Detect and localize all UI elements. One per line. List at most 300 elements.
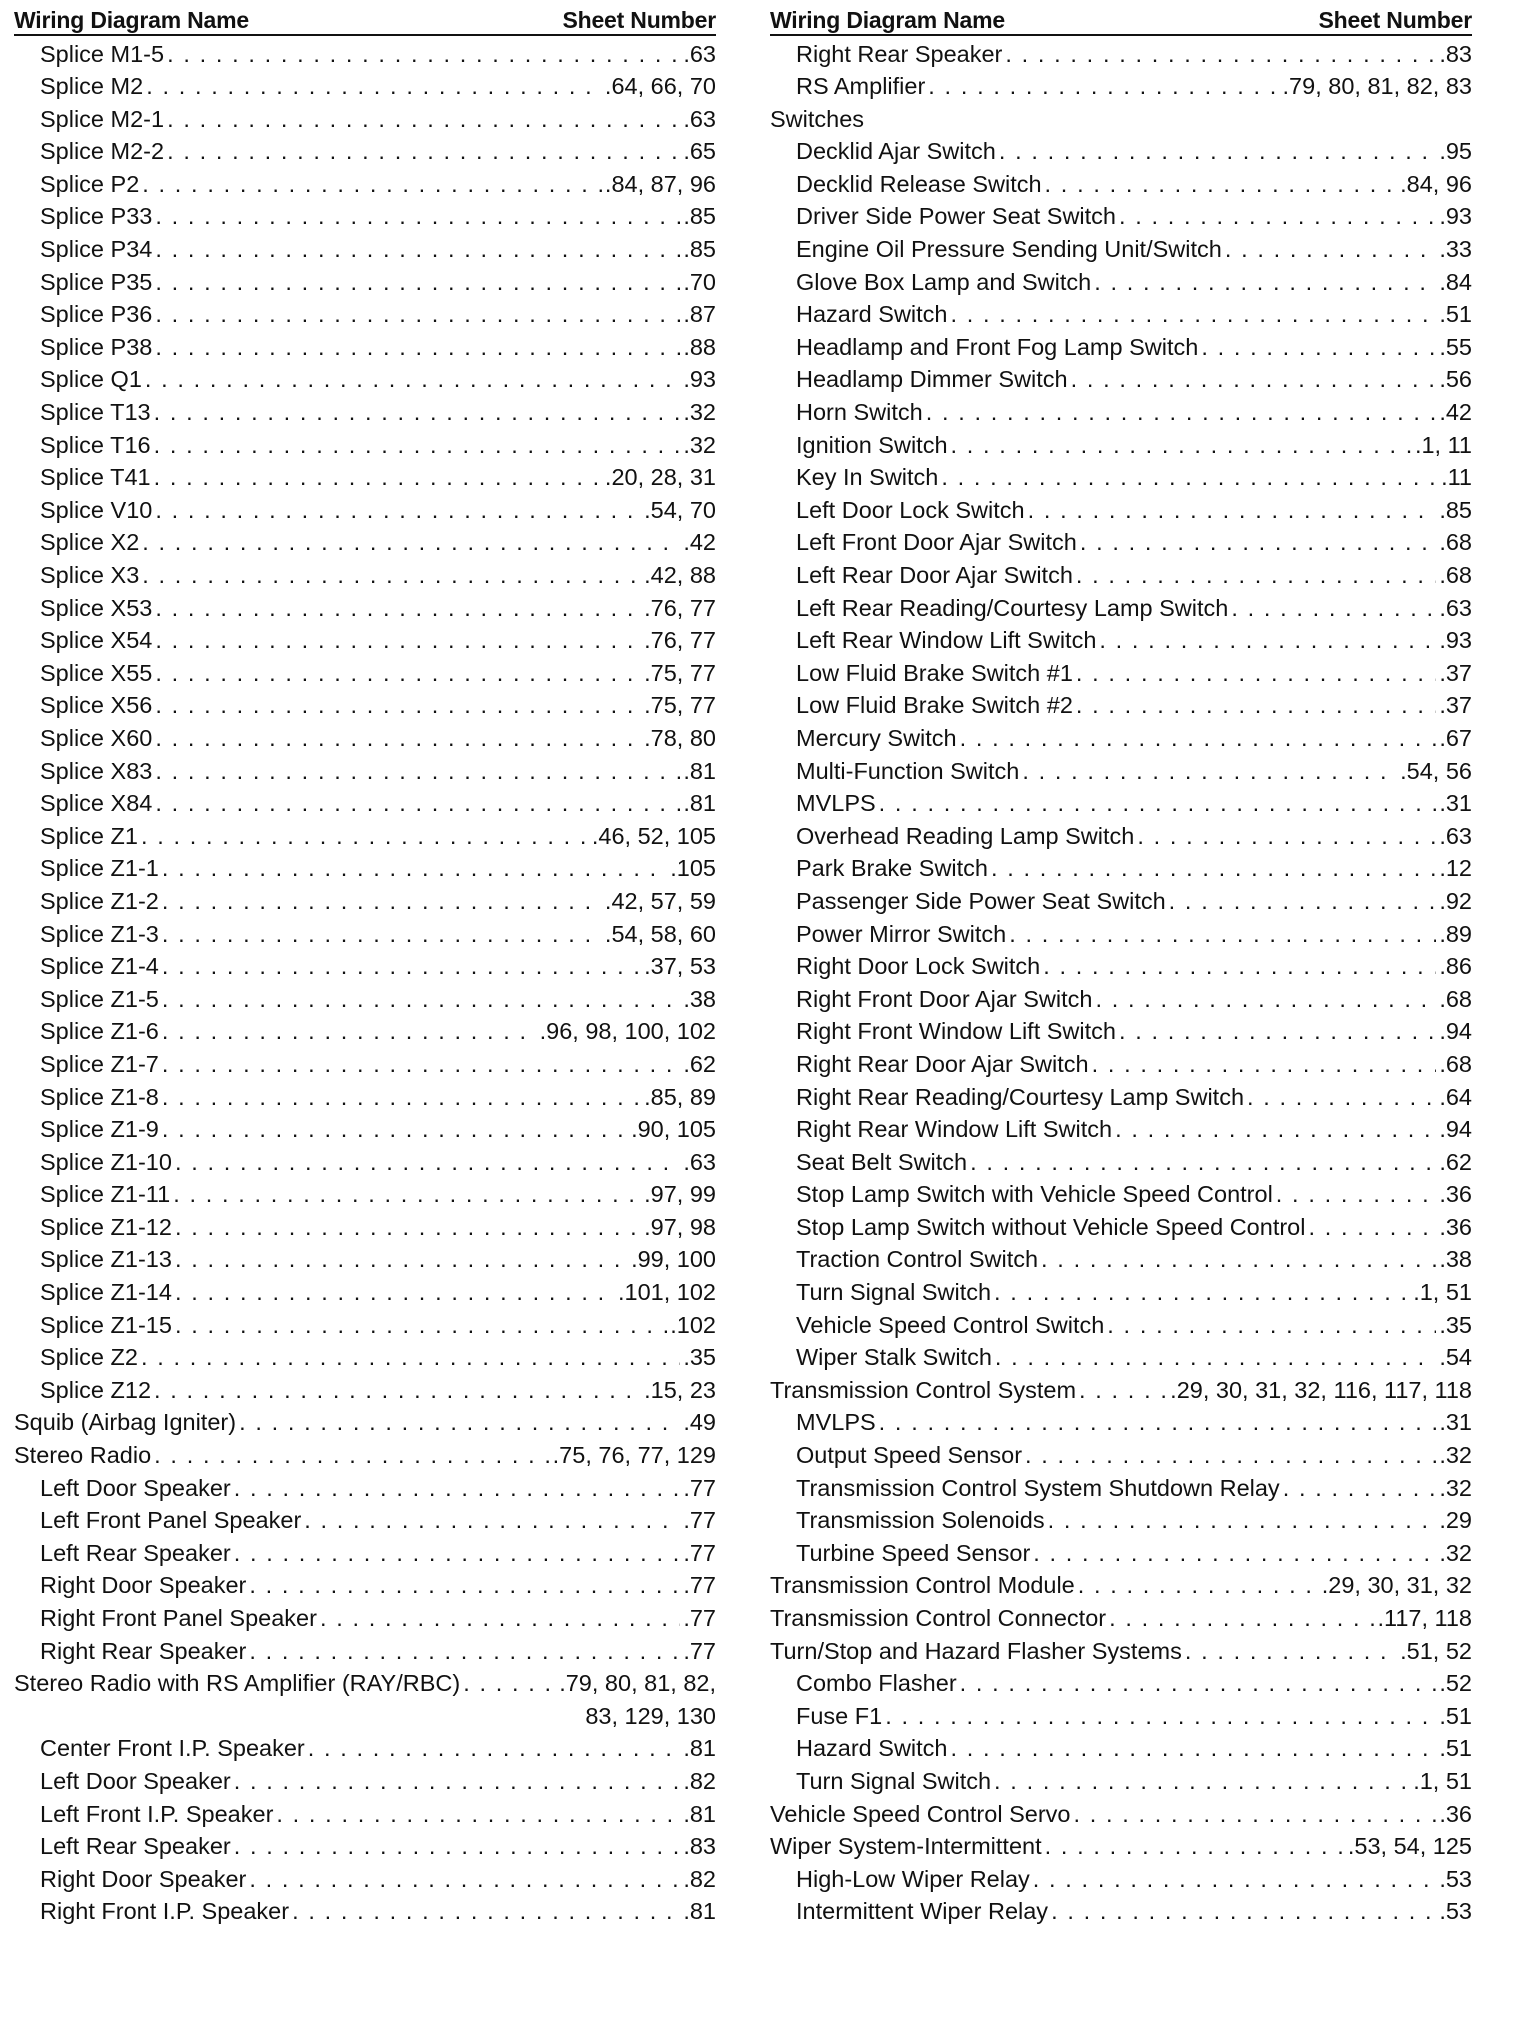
dot-leader — [994, 1765, 1410, 1798]
entry-name: Vehicle Speed Control Servo — [770, 1800, 1071, 1827]
dot-leader — [1073, 1798, 1436, 1831]
entry-name: Splice Z1-10 — [40, 1148, 172, 1175]
index-entry — [14, 233, 716, 266]
sheet-numbers: .29 — [1439, 1507, 1472, 1534]
index-entry — [770, 1798, 1472, 1831]
dot-leader — [162, 950, 641, 983]
dot-leader — [234, 1765, 681, 1798]
dot-leader — [1078, 1569, 1319, 1602]
index-entry — [14, 1439, 716, 1472]
entry-name: Right Rear Door Ajar Switch — [796, 1050, 1089, 1077]
sheet-numbers: .51 — [1439, 301, 1472, 328]
entry-name: Splice X53 — [40, 594, 153, 621]
sheet-numbers: .12 — [1439, 855, 1472, 882]
dot-leader — [154, 396, 681, 429]
sheet-numbers: .32 — [683, 431, 716, 458]
index-entry — [770, 852, 1472, 885]
sheet-numbers: .83 — [1439, 40, 1472, 67]
entry-name: Glove Box Lamp and Switch — [796, 268, 1092, 295]
sheet-numbers: .32 — [1439, 1474, 1472, 1501]
sheet-numbers: 83, 129, 130 — [585, 1702, 716, 1729]
entry-name: Splice X54 — [40, 627, 153, 654]
dot-leader — [308, 1732, 681, 1765]
dot-leader — [154, 1374, 641, 1407]
entry-name: Overhead Reading Lamp Switch — [796, 822, 1135, 849]
dot-leader — [162, 1015, 537, 1048]
dot-leader — [304, 1504, 680, 1537]
index-entry — [770, 1537, 1472, 1570]
index-entry — [14, 689, 716, 722]
sheet-numbers: .76, 77 — [644, 594, 716, 621]
dot-leader — [1115, 1113, 1436, 1146]
sheet-numbers: .36 — [1439, 1213, 1472, 1240]
entry-name: Right Door Speaker — [40, 1572, 247, 1599]
dot-leader — [249, 1863, 680, 1896]
entry-name: Splice Z1-15 — [40, 1311, 172, 1338]
sheet-numbers: .52 — [1439, 1670, 1472, 1697]
dot-leader — [1071, 363, 1437, 396]
index-entry — [770, 429, 1472, 462]
index-entry — [770, 1243, 1472, 1276]
sheet-numbers: .62 — [1439, 1148, 1472, 1175]
index-entry — [770, 1276, 1472, 1309]
sheet-numbers: .42 — [683, 529, 716, 556]
sheet-numbers: .54 — [1439, 1344, 1472, 1371]
dot-leader — [1109, 1602, 1374, 1635]
sheet-numbers: .37, 53 — [644, 953, 716, 980]
entry-name: Decklid Release Switch — [796, 170, 1042, 197]
entry-name: Intermittent Wiper Relay — [796, 1898, 1049, 1925]
entry-name: Splice Z1-8 — [40, 1083, 159, 1110]
index-entry — [770, 1602, 1472, 1635]
index-entry — [770, 689, 1472, 722]
dot-leader — [1247, 1081, 1436, 1114]
dot-leader — [175, 1243, 628, 1276]
dot-leader — [463, 1667, 556, 1700]
entry-name: Multi-Function Switch — [796, 757, 1020, 784]
entry-name: Horn Switch — [796, 399, 923, 426]
dot-leader — [1005, 38, 1436, 71]
dot-leader — [1009, 918, 1436, 951]
index-entry — [770, 200, 1472, 233]
dot-leader — [960, 722, 1437, 755]
sheet-numbers: .35 — [1439, 1311, 1472, 1338]
index-entry — [770, 168, 1472, 201]
dot-leader — [141, 820, 589, 853]
index-entry — [14, 1732, 716, 1765]
entry-name: Park Brake Switch — [796, 855, 988, 882]
dot-leader — [926, 396, 1437, 429]
entry-name: Left Front Panel Speaker — [40, 1507, 302, 1534]
entry-name: Decklid Ajar Switch — [796, 138, 996, 165]
entry-name: Splice Z1-6 — [40, 1018, 159, 1045]
sheet-numbers: .79, 80, 81, 82, 83 — [1282, 73, 1472, 100]
index-entry — [14, 918, 716, 951]
dot-leader — [249, 1569, 680, 1602]
dot-leader — [141, 1341, 680, 1374]
sheet-numbers: .49 — [683, 1409, 716, 1436]
dot-leader — [1048, 1504, 1437, 1537]
sheet-numbers: .85 — [683, 236, 716, 263]
sheet-numbers: .93 — [1439, 627, 1472, 654]
entry-name: Hazard Switch — [796, 1735, 948, 1762]
index-entry — [14, 70, 716, 103]
index-entry — [14, 168, 716, 201]
entry-name: Low Fluid Brake Switch #2 — [796, 692, 1073, 719]
entry-name: Splice X56 — [40, 692, 153, 719]
sheet-numbers: .77 — [683, 1539, 716, 1566]
entry-name: Splice Z2 — [40, 1344, 138, 1371]
sheet-numbers: .84, 96 — [1400, 170, 1472, 197]
dot-leader — [155, 722, 641, 755]
entry-name: Wiper Stalk Switch — [796, 1344, 992, 1371]
sheet-numbers: .82 — [683, 1767, 716, 1794]
sheet-numbers: .79, 80, 81, 82, — [559, 1670, 716, 1697]
entry-name: Stereo Radio — [14, 1442, 152, 1469]
index-entry — [14, 787, 716, 820]
sheet-numbers: .31 — [1439, 1409, 1472, 1436]
entry-name: Splice X83 — [40, 757, 153, 784]
dot-leader — [995, 1341, 1436, 1374]
index-entry — [14, 1635, 716, 1668]
index-entry — [14, 461, 716, 494]
index-entry-list — [14, 38, 716, 1928]
sheet-numbers: .1, 51 — [1413, 1279, 1472, 1306]
sheet-numbers: .90, 105 — [631, 1116, 716, 1143]
sheet-numbers: .15, 23 — [644, 1376, 716, 1403]
entry-name: Low Fluid Brake Switch #1 — [796, 659, 1073, 686]
sheet-numbers: .54, 70 — [644, 496, 716, 523]
dot-leader — [1231, 592, 1436, 625]
dot-leader — [276, 1798, 680, 1831]
entry-name: Left Rear Reading/Courtesy Lamp Switch — [796, 594, 1229, 621]
entry-name: Transmission Solenoids — [796, 1507, 1045, 1534]
header-sheet-label: Sheet Number — [1318, 7, 1472, 33]
entry-name: Splice M2-2 — [40, 138, 165, 165]
dot-leader — [167, 38, 680, 71]
entry-name: Splice Z1-2 — [40, 887, 159, 914]
dot-leader — [1025, 1439, 1436, 1472]
entry-name: Right Front Window Lift Switch — [796, 1018, 1116, 1045]
dot-leader — [239, 1406, 680, 1439]
index-entry — [14, 755, 716, 788]
entry-name: Passenger Side Power Seat Switch — [796, 887, 1166, 914]
column-header — [14, 0, 716, 36]
index-entry — [770, 1635, 1472, 1668]
index-entry — [14, 1015, 716, 1048]
index-entry — [14, 1146, 716, 1179]
index-entry — [14, 722, 716, 755]
entry-name: Turn Signal Switch — [796, 1767, 992, 1794]
entry-name: Splice T13 — [40, 399, 151, 426]
index-entry — [14, 526, 716, 559]
index-entry — [770, 1700, 1472, 1733]
entry-name: Splice Z1-7 — [40, 1050, 159, 1077]
index-entry — [14, 363, 716, 396]
dot-leader — [1095, 983, 1436, 1016]
sheet-numbers: .63 — [1439, 822, 1472, 849]
dot-leader — [1276, 1178, 1437, 1211]
index-entry — [770, 1667, 1472, 1700]
entry-name: Right Front Door Ajar Switch — [796, 985, 1093, 1012]
entry-name: RS Amplifier — [796, 73, 926, 100]
sheet-numbers: .102 — [670, 1311, 716, 1338]
dot-leader — [162, 885, 602, 918]
sheet-numbers: .75, 77 — [644, 692, 716, 719]
entry-name: Left Front I.P. Speaker — [40, 1800, 274, 1827]
entry-name: Engine Oil Pressure Sending Unit/Switch — [796, 236, 1222, 263]
sheet-numbers: .37 — [1439, 659, 1472, 686]
column-header — [770, 0, 1472, 36]
index-entry — [770, 1015, 1472, 1048]
dot-leader — [1308, 1211, 1436, 1244]
index-entry — [770, 1081, 1472, 1114]
sheet-numbers: .84 — [1439, 268, 1472, 295]
index-entry — [14, 1569, 716, 1602]
dot-leader — [1119, 1015, 1436, 1048]
header-name-label: Wiring Diagram Name — [770, 7, 1005, 33]
dot-leader — [1094, 266, 1436, 299]
sheet-numbers: .53 — [1439, 1865, 1472, 1892]
sheet-numbers: .55 — [1439, 333, 1472, 360]
dot-leader — [999, 135, 1437, 168]
sheet-numbers: .75, 77 — [644, 659, 716, 686]
index-entry — [770, 494, 1472, 527]
entry-name: Stop Lamp Switch with Vehicle Speed Control — [796, 1181, 1273, 1208]
dot-leader — [173, 1178, 641, 1211]
entry-name: Wiper System-Intermittent — [770, 1833, 1042, 1860]
dot-leader — [155, 298, 680, 331]
entry-name: Fuse F1 — [796, 1702, 883, 1729]
entry-name: Splice T41 — [40, 464, 151, 491]
sheet-numbers: .63 — [1439, 594, 1472, 621]
entry-name: Splice M2 — [40, 73, 144, 100]
entry-name: Vehicle Speed Control Switch — [796, 1311, 1105, 1338]
sheet-numbers: .81 — [683, 790, 716, 817]
entry-name: Splice Z1-5 — [40, 985, 159, 1012]
index-entry — [770, 983, 1472, 1016]
dot-leader — [175, 1146, 680, 1179]
entry-name: Left Door Speaker — [40, 1767, 231, 1794]
index-entry — [770, 38, 1472, 71]
index-entry — [770, 396, 1472, 429]
sheet-numbers: .87 — [683, 301, 716, 328]
entry-name: Right Front I.P. Speaker — [40, 1898, 290, 1925]
entry-name: Splice P35 — [40, 268, 153, 295]
sheet-numbers: .68 — [1439, 985, 1472, 1012]
dot-leader — [1045, 1830, 1345, 1863]
index-entry — [14, 1895, 716, 1928]
index-entry — [770, 592, 1472, 625]
index-entry — [770, 70, 1472, 103]
index-entry — [14, 885, 716, 918]
sheet-numbers: .1, 11 — [1414, 431, 1472, 458]
dot-leader — [154, 461, 602, 494]
dot-leader — [155, 592, 641, 625]
dot-leader — [1107, 1309, 1436, 1342]
sheet-numbers: .70 — [683, 268, 716, 295]
dot-leader — [142, 559, 641, 592]
sheet-numbers: .94 — [1439, 1018, 1472, 1045]
index-entry — [14, 1504, 716, 1537]
dot-leader — [142, 526, 680, 559]
entry-name: Splice M2-1 — [40, 105, 165, 132]
dot-leader — [155, 266, 680, 299]
entry-name: Turbine Speed Sensor — [796, 1539, 1031, 1566]
entry-name: Left Rear Speaker — [40, 1833, 231, 1860]
index-entry — [770, 526, 1472, 559]
sheet-numbers: .81 — [683, 1735, 716, 1762]
sheet-numbers: .54, 58, 60 — [604, 920, 716, 947]
dot-leader — [162, 852, 667, 885]
entry-name: Splice V10 — [40, 496, 153, 523]
dot-leader — [155, 657, 641, 690]
entry-name: Turn Signal Switch — [796, 1279, 992, 1306]
sheet-numbers: .83 — [683, 1833, 716, 1860]
sheet-numbers: .53 — [1439, 1898, 1472, 1925]
sheet-numbers: .64, 66, 70 — [604, 73, 716, 100]
index-entry — [770, 787, 1472, 820]
entry-name: Seat Belt Switch — [796, 1148, 968, 1175]
entry-name: Splice T16 — [40, 431, 151, 458]
sheet-numbers: .84, 87, 96 — [604, 170, 716, 197]
dot-leader — [162, 983, 680, 1016]
sheet-numbers: .32 — [1439, 1539, 1472, 1566]
dot-leader — [879, 1406, 1437, 1439]
index-entry — [770, 1341, 1472, 1374]
entry-name: Splice Z1-14 — [40, 1279, 172, 1306]
sheet-numbers: .85 — [1439, 496, 1472, 523]
index-entry — [14, 200, 716, 233]
dot-leader — [234, 1537, 681, 1570]
index-entry — [770, 1178, 1472, 1211]
dot-leader — [970, 1146, 1436, 1179]
dot-leader — [1045, 168, 1398, 201]
sheet-numbers: .96, 98, 100, 102 — [539, 1018, 716, 1045]
entry-name: Center Front I.P. Speaker — [40, 1735, 305, 1762]
dot-leader — [994, 1276, 1410, 1309]
index-entry — [770, 559, 1472, 592]
entry-name: Headlamp Dimmer Switch — [796, 366, 1068, 393]
index-entry — [770, 1765, 1472, 1798]
sheet-numbers: .42, 88 — [644, 562, 716, 588]
sheet-numbers: .54, 56 — [1400, 757, 1472, 784]
entry-name: Splice Z12 — [40, 1376, 152, 1403]
dot-leader — [145, 363, 680, 396]
sheet-numbers: .63 — [683, 40, 716, 67]
dot-leader — [142, 168, 602, 201]
sheet-numbers: .99, 100 — [631, 1246, 716, 1273]
dot-leader — [1076, 657, 1436, 690]
sheet-numbers: .76, 77 — [644, 627, 716, 654]
dot-leader — [292, 1895, 680, 1928]
dot-leader — [162, 918, 602, 951]
dot-leader — [1080, 526, 1437, 559]
entry-name: Splice X55 — [40, 659, 153, 686]
entry-name: Splice X3 — [40, 562, 140, 588]
dot-leader — [234, 1830, 681, 1863]
dot-leader — [320, 1602, 680, 1635]
dot-leader — [885, 1700, 1436, 1733]
sheet-numbers: .29, 30, 31, 32 — [1321, 1572, 1472, 1599]
dot-leader — [951, 298, 1437, 331]
sheet-numbers: .38 — [1439, 1246, 1472, 1273]
index-entry — [14, 657, 716, 690]
sheet-numbers: .37 — [1439, 692, 1472, 719]
entry-name: Switches — [770, 105, 865, 132]
index-entry — [14, 266, 716, 299]
dot-leader — [175, 1211, 641, 1244]
index-entry — [770, 885, 1472, 918]
index-entry — [770, 1439, 1472, 1472]
dot-leader — [154, 1439, 549, 1472]
index-entry — [14, 494, 716, 527]
sheet-numbers: .1, 51 — [1413, 1767, 1472, 1794]
sheet-numbers: .63 — [683, 1148, 716, 1175]
entry-name: Splice Z1-4 — [40, 953, 159, 980]
entry-name: Splice Z1 — [40, 822, 138, 849]
index-entry — [14, 38, 716, 71]
entry-name: Right Rear Reading/Courtesy Lamp Switch — [796, 1083, 1245, 1110]
dot-leader — [1043, 950, 1436, 983]
index-entry — [14, 1798, 716, 1831]
entry-name: Right Door Speaker — [40, 1865, 247, 1892]
entry-name: Splice Z1-3 — [40, 920, 159, 947]
index-entry — [770, 657, 1472, 690]
entry-name: Squib (Airbag Igniter) — [14, 1409, 237, 1436]
index-entry — [14, 1667, 716, 1700]
index-entry — [770, 1146, 1472, 1179]
entry-name: Transmission Control Module — [770, 1572, 1075, 1599]
index-entry — [14, 1113, 716, 1146]
sheet-numbers: .11 — [1441, 464, 1472, 491]
dot-leader — [1099, 624, 1436, 657]
sheet-numbers: .64 — [1439, 1083, 1472, 1110]
sheet-numbers: .97, 99 — [644, 1181, 716, 1208]
index-entry — [14, 1081, 716, 1114]
entry-name: Right Door Lock Switch — [796, 953, 1041, 980]
index-entry — [770, 1895, 1472, 1928]
dot-leader — [1028, 494, 1437, 527]
index-entry — [14, 1406, 716, 1439]
index-entry — [14, 1341, 716, 1374]
sheet-numbers: .63 — [683, 105, 716, 132]
entry-name: Splice Z1-11 — [40, 1181, 171, 1208]
entry-name: Key In Switch — [796, 464, 939, 491]
sheet-numbers: .77 — [683, 1637, 716, 1664]
index-entry — [770, 1472, 1472, 1505]
index-entry — [14, 1276, 716, 1309]
dot-leader — [155, 200, 680, 233]
sheet-numbers: .85 — [683, 203, 716, 230]
sheet-numbers: .35 — [683, 1344, 716, 1371]
index-entry — [14, 331, 716, 364]
sheet-numbers: .51, 52 — [1400, 1637, 1472, 1664]
entry-name: Left Rear Door Ajar Switch — [796, 562, 1073, 588]
dot-leader — [960, 1667, 1437, 1700]
sheet-numbers: .93 — [1439, 203, 1472, 230]
entry-name: Left Front Door Ajar Switch — [796, 529, 1077, 556]
index-entry — [14, 135, 716, 168]
entry-name: Stereo Radio with RS Amplifier (RAY/RBC) — [14, 1670, 461, 1697]
dot-leader — [146, 70, 602, 103]
dot-leader — [1092, 1048, 1437, 1081]
sheet-numbers: .65 — [683, 138, 716, 165]
dot-leader — [991, 852, 1436, 885]
sheet-numbers: .93 — [683, 366, 716, 393]
entry-name: Splice X84 — [40, 790, 153, 817]
sheet-numbers: .97, 98 — [644, 1213, 716, 1240]
